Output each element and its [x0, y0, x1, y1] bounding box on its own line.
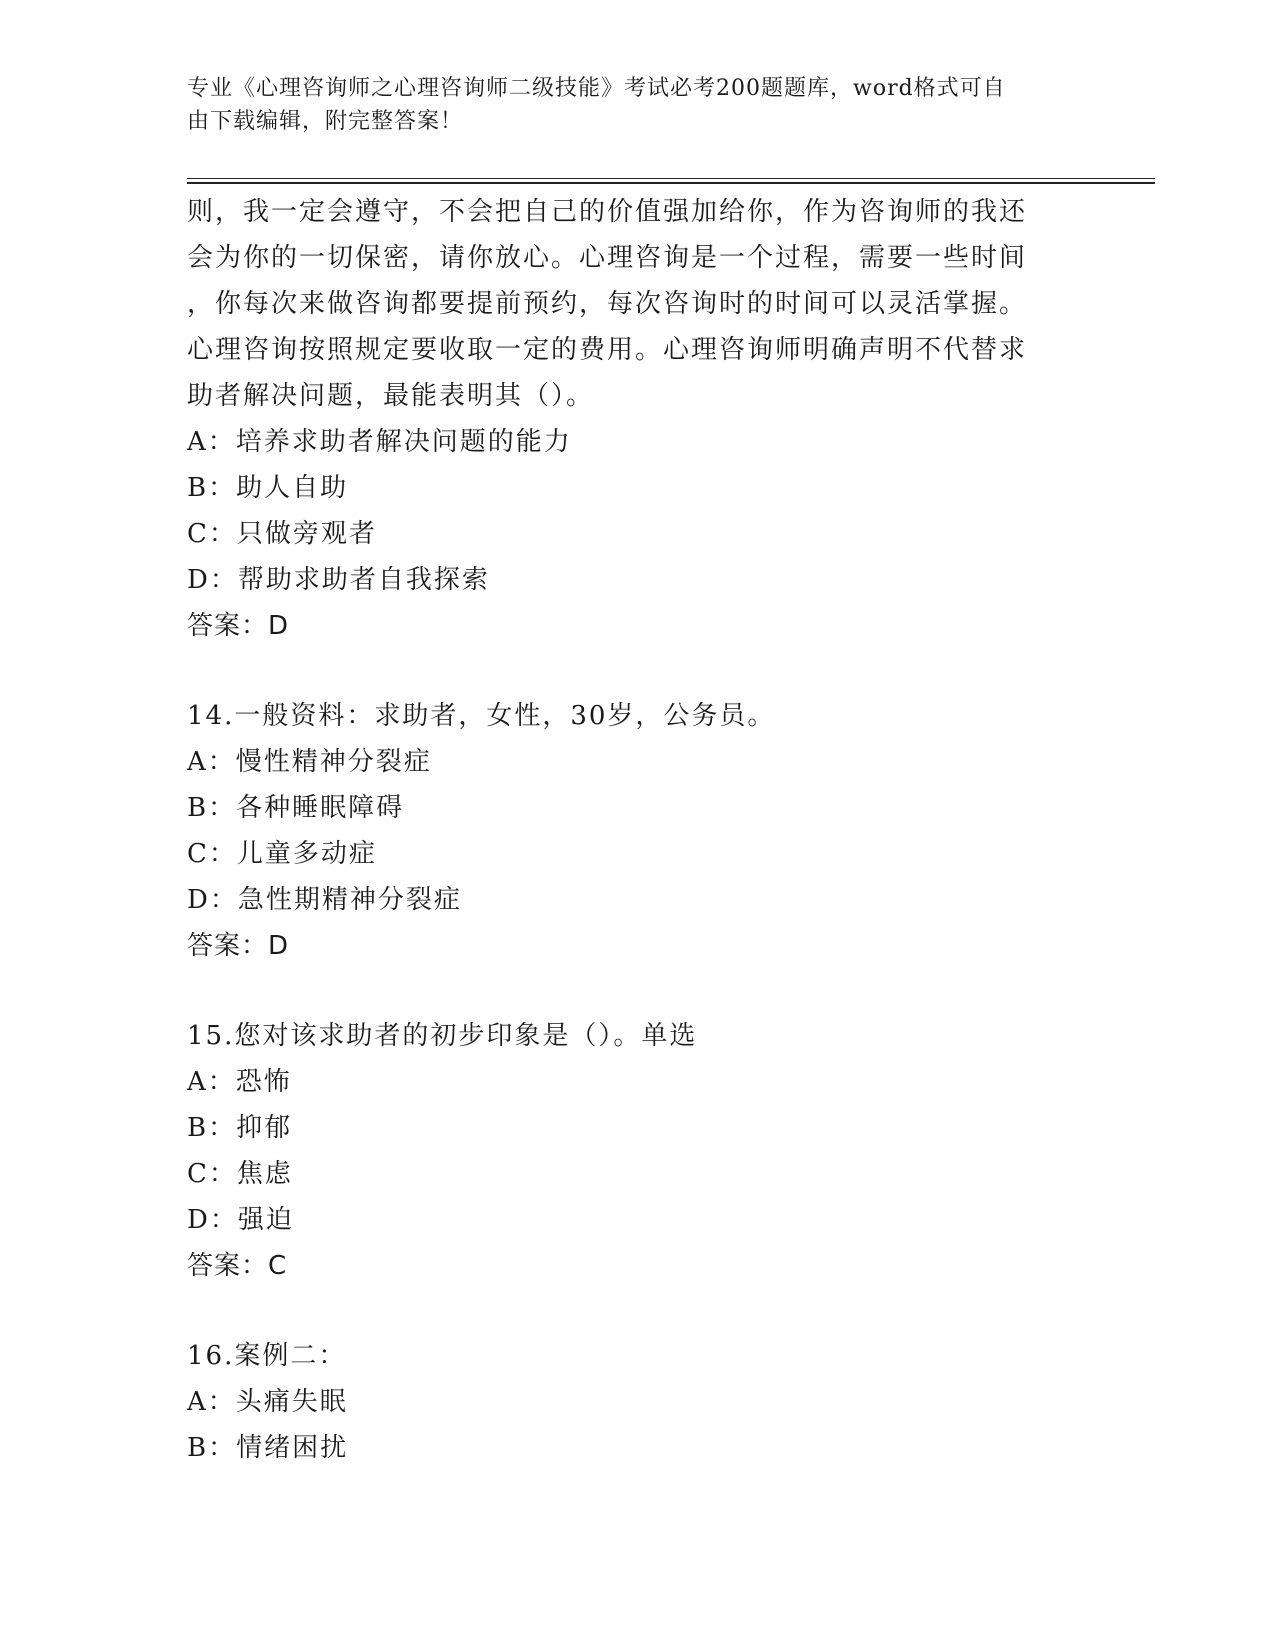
option-d: D：强迫 [187, 1205, 294, 1235]
option-b: B：情绪困扰 [187, 1433, 349, 1463]
question-stem: 15.您对该求助者的初步印象是（）。单选 [187, 1021, 698, 1051]
option-a: A：培养求助者解决问题的能力 [187, 427, 572, 457]
option-c: C：焦虑 [187, 1159, 293, 1189]
question-stem-line: 助者解决问题，最能表明其（）。 [187, 381, 595, 411]
document-body [187, 189, 1087, 1471]
option-c: C：儿童多动症 [187, 839, 377, 869]
header-divider-thick [187, 182, 1155, 184]
header-line-2: 由下载编辑，附完整答案！ [187, 109, 464, 134]
answer-line: 答案：D [187, 931, 290, 961]
question-16 [187, 1333, 1087, 1471]
question-stem: 14.一般资料：求助者，女性，30岁，公务员。 [187, 701, 776, 731]
question-stem: 16.案例二： [187, 1341, 347, 1371]
question-15 [187, 1013, 1087, 1289]
option-c: C：只做旁观者 [187, 519, 377, 549]
question-stem-line: ，你每次来做咨询都要提前预约，每次咨询时的时间可以灵活掌握。 [187, 289, 1028, 319]
header-line-1: 专业《心理咨询师之心理咨询师二级技能》考试必考200题题库，word格式可自 [187, 76, 1006, 101]
option-a: A：头痛失眠 [187, 1387, 348, 1417]
question-stem-line: 则，我一定会遵守，不会把自己的价值强加给你，作为咨询师的我还 [187, 197, 1028, 227]
option-d: D：急性期精神分裂症 [187, 885, 462, 915]
option-b: B：抑郁 [187, 1113, 293, 1143]
option-a: A：慢性精神分裂症 [187, 747, 432, 777]
option-b: B：各种睡眠障碍 [187, 793, 405, 823]
question-13-continued [187, 189, 1087, 649]
option-b: B：助人自助 [187, 473, 349, 503]
question-stem-line: 会为你的一切保密，请你放心。心理咨询是一个过程，需要一些时间 [187, 243, 1028, 273]
question-14 [187, 693, 1087, 969]
answer-line: 答案：C [187, 1251, 288, 1281]
header-divider-thin [187, 178, 1155, 179]
page-header [187, 72, 1067, 138]
question-stem-line: 心理咨询按照规定要收取一定的费用。心理咨询师明确声明不代替求 [187, 335, 1028, 365]
option-d: D：帮助求助者自我探索 [187, 565, 490, 595]
option-a: A：恐怖 [187, 1067, 292, 1097]
answer-line: 答案：D [187, 611, 290, 641]
